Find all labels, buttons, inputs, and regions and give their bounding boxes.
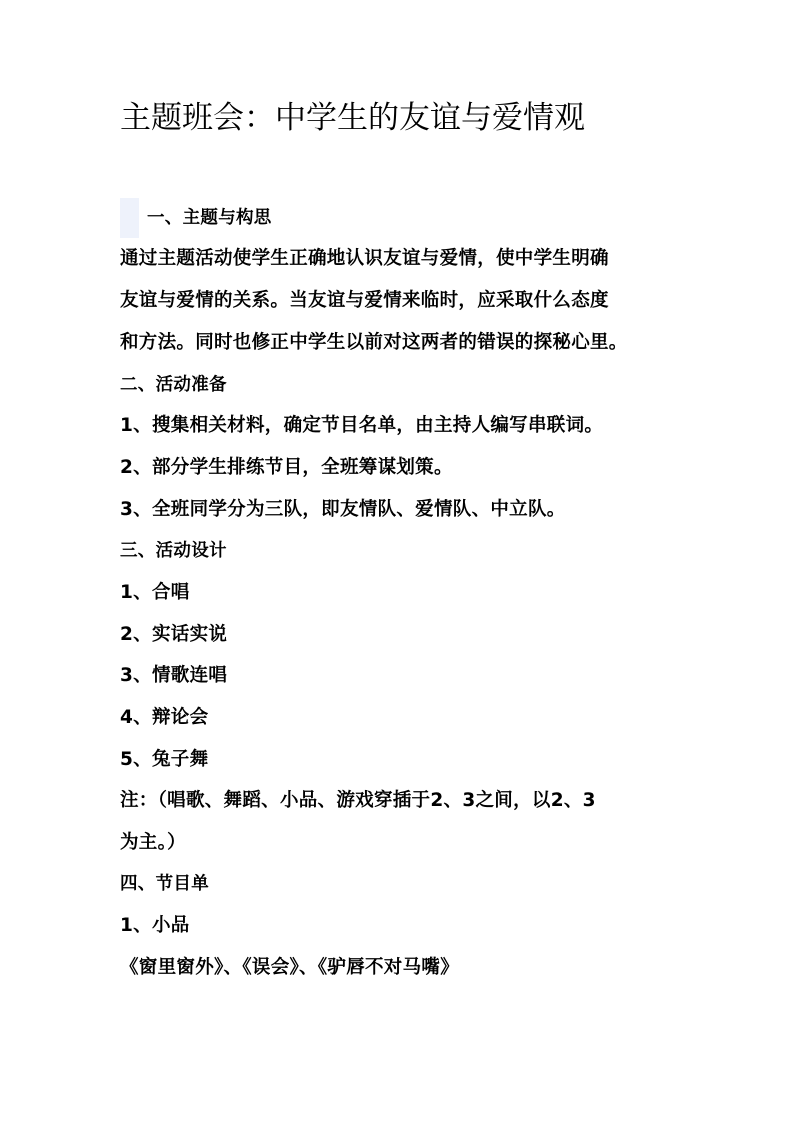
section-heading-1: 一、主题与构思	[147, 208, 272, 228]
program-item-1-titles: 《窗里窗外》、《误会》、《驴唇不对马嘴》	[120, 957, 460, 978]
list-item-design-4: 4、辩论会	[120, 707, 209, 728]
section-heading-2: 二、活动准备	[120, 375, 227, 395]
list-item-prep-3: 3、全班同学分为三队，即友情队、爱情队、中立队。	[120, 499, 566, 520]
paragraph-line-3: 和方法。同时也修正中学生以前对这两者的错误的探秘心里。	[120, 332, 628, 353]
note-line-1: 注：（唱歌、舞蹈、小品、游戏穿插于2、3之间，以2、3	[120, 790, 596, 811]
paragraph-line-1: 通过主题活动使学生正确地认识友谊与爱情，使中学生明确	[120, 248, 609, 269]
list-item-design-3: 3、情歌连唱	[120, 665, 228, 686]
list-item-design-1: 1、合唱	[120, 582, 190, 603]
section-heading-4: 四、节目单	[120, 874, 209, 894]
program-item-1: 1、小品	[120, 915, 190, 936]
document-title: 主题班会：中学生的友谊与爱情观	[120, 100, 585, 136]
section-heading-3: 三、活动设计	[120, 541, 227, 561]
note-line-2: 为主。）	[120, 832, 186, 853]
paragraph-line-2: 友谊与爱情的关系。当友谊与爱情来临时，应采取什么态度	[120, 290, 609, 311]
list-item-prep-2: 2、部分学生排练节目，全班筹谋划策。	[120, 457, 453, 478]
list-item-design-5: 5、兔子舞	[120, 749, 209, 770]
text-highlight-mark	[120, 198, 139, 238]
list-item-prep-1: 1、搜集相关材料，确定节目名单，由主持人编写串联词。	[120, 415, 604, 436]
list-item-design-2: 2、实话实说	[120, 624, 228, 645]
